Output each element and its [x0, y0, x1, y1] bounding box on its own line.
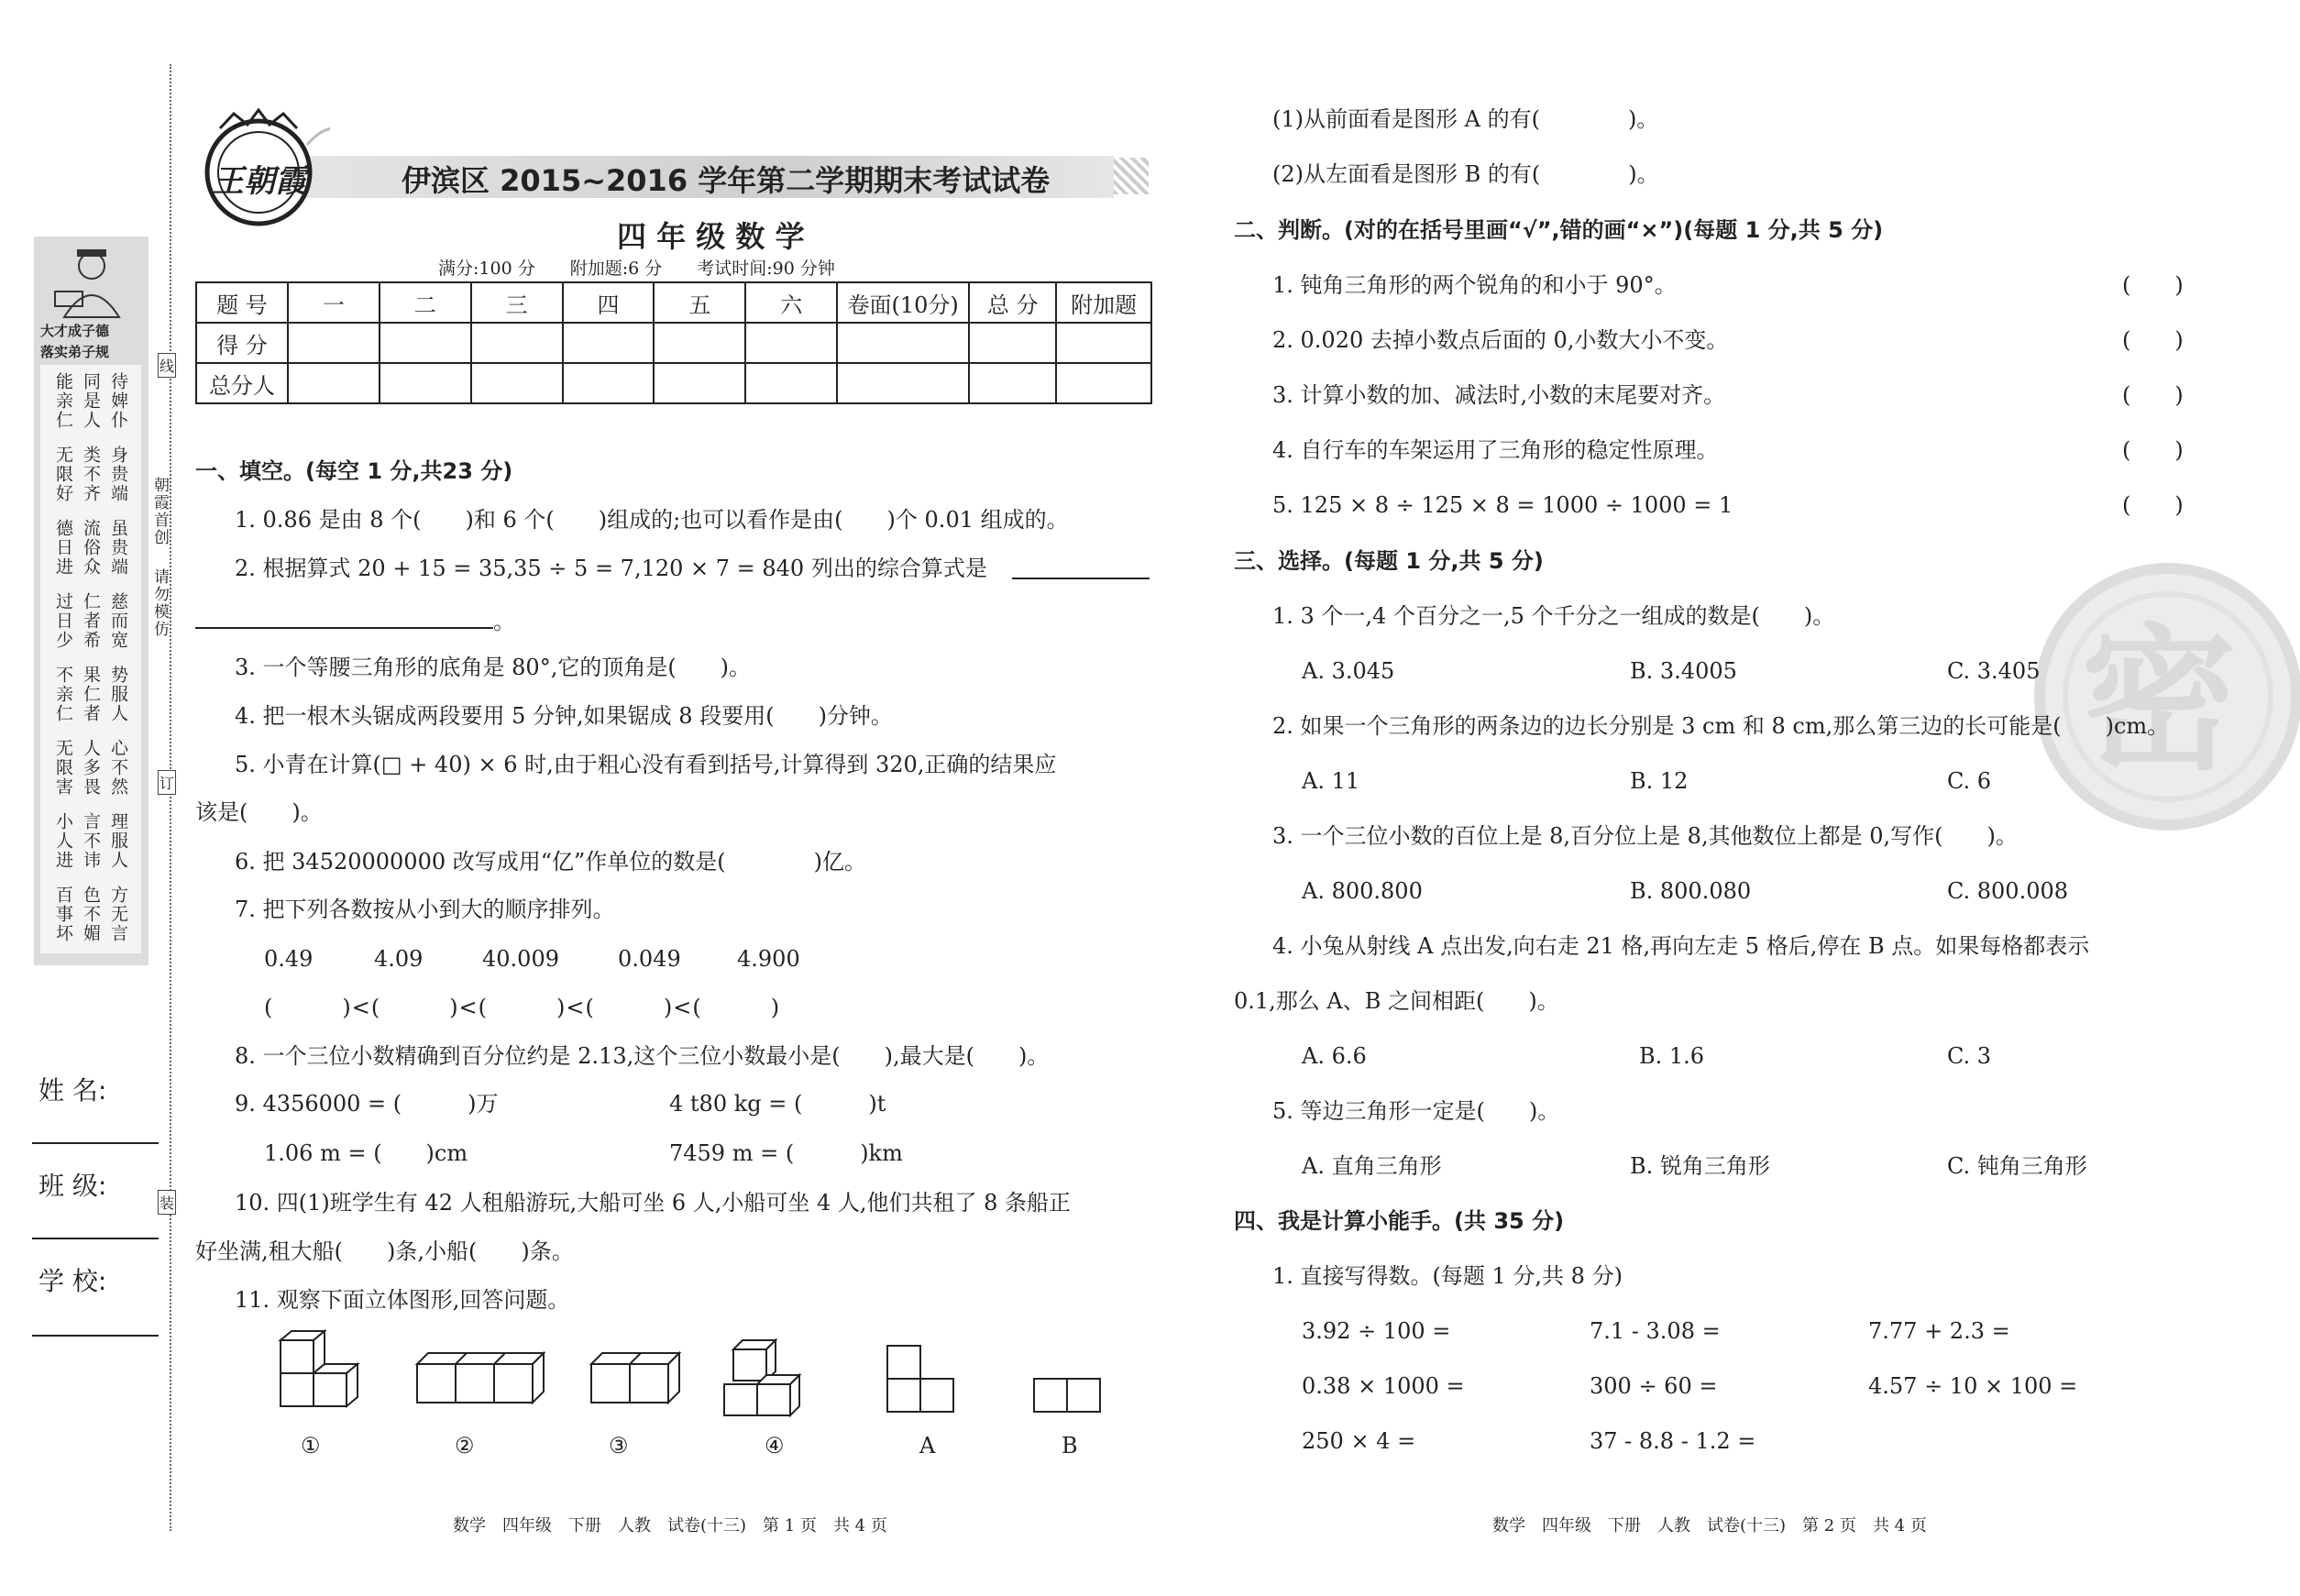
judge-4: 4. 自行车的车架运用了三角形的稳定性原理。: [1272, 437, 1719, 463]
seal-mark-bind: 装: [158, 1190, 176, 1215]
ribbon-checker: [1114, 158, 1149, 194]
score-header-cell: 二: [380, 282, 471, 323]
sidebar-rule-column: 过日少: [53, 592, 73, 650]
score-input-cell[interactable]: [745, 363, 837, 403]
sidebar-rule-column: 不亲仁: [53, 666, 73, 723]
scholar-illustration: [46, 246, 138, 319]
score-input-cell[interactable]: [380, 323, 471, 363]
sidebar-rule-column: 流俗众: [81, 519, 101, 577]
school-field[interactable]: [32, 1335, 159, 1337]
judge-3: 3. 计算小数的加、减法时,小数的末尾要对齐。: [1272, 382, 1726, 408]
sidebar-rule-column: 虽贵端: [108, 519, 128, 577]
section-3-title: 三、选择。(每题 1 分,共 5 分): [1234, 548, 1544, 574]
score-input-cell[interactable]: [380, 363, 471, 403]
score-header-cell: 三: [471, 282, 563, 323]
q9-a: 9. 4356000 = ( )万: [235, 1091, 499, 1117]
choice-4-cont: 0.1,那么 A、B 之间相距( )。: [1234, 988, 1559, 1014]
sidebar-rule-column: 心不然: [108, 739, 128, 797]
footer-left: 数学 四年级 下册 人教 试卷(十三) 第 1 页 共 4 页: [453, 1516, 887, 1535]
choice-1-b[interactable]: B. 3.4005: [1630, 658, 1737, 684]
logo-text: 王朝霞: [213, 163, 306, 200]
r2: (2)从左面看是图形 B 的有( )。: [1272, 161, 1659, 187]
section-4-title: 四、我是计算小能手。(共 35 分): [1234, 1208, 1565, 1234]
q11: 11. 观察下面立体图形,回答问题。: [235, 1287, 570, 1313]
choice-1-a[interactable]: A. 3.045: [1302, 658, 1395, 684]
sidebar-rule-column: 理服人: [108, 812, 128, 870]
seal-mark-line: 线: [158, 353, 176, 378]
slogan-1: 大才成子德: [40, 323, 110, 339]
choice-3-a[interactable]: A. 800.800: [1302, 878, 1423, 904]
q10-cont: 好坐满,租大船( )条,小船( )条。: [195, 1238, 574, 1264]
judge-2: 2. 0.020 去掉小数点后面的 0,小数大小不变。: [1272, 327, 1729, 353]
q9-b: 4 t80 kg = ( )t: [669, 1091, 886, 1117]
score-input-cell[interactable]: [969, 323, 1056, 363]
name-field[interactable]: [32, 1142, 159, 1144]
choice-2-a[interactable]: A. 11: [1302, 768, 1360, 794]
q7-num-4: 0.049: [618, 946, 681, 972]
q7-num-3: 40.009: [482, 946, 559, 972]
score-input-cell[interactable]: [745, 323, 837, 363]
name-label: 姓 名:: [39, 1075, 107, 1106]
figure-label-A: A: [919, 1433, 936, 1458]
judge-bracket-1[interactable]: ( ): [2122, 272, 2184, 298]
class-field[interactable]: [32, 1238, 159, 1239]
exam-title: 伊滨区 2015~2016 学年第二学期期末考试试卷: [402, 163, 1051, 198]
choice-2: 2. 如果一个三角形的两条边的边长分别是 3 cm 和 8 cm,那么第三边的长可能是( )cm。: [1272, 713, 2170, 739]
score-header-cell: 一: [288, 282, 380, 323]
score-input-cell[interactable]: [471, 363, 563, 403]
choice-3: 3. 一个三位小数的百位上是 8,百分位上是 8,其他数位上都是 0,写作( )。: [1272, 823, 2018, 849]
footer-right: 数学 四年级 下册 人教 试卷(十三) 第 2 页 共 4 页: [1492, 1516, 1927, 1535]
score-header-cell: 四: [563, 282, 655, 323]
score-header-cell: 五: [654, 282, 745, 323]
calc-3-2: 37 - 8.8 - 1.2 =: [1590, 1428, 1756, 1454]
figure-label-3: ③: [609, 1433, 629, 1458]
choice-5-a[interactable]: A. 直角三角形: [1302, 1153, 1442, 1179]
exam-subject: 四 年 级 数 学: [617, 219, 805, 254]
choice-4-a[interactable]: A. 6.6: [1302, 1043, 1367, 1069]
score-input-cell[interactable]: [837, 363, 969, 403]
figure-3: [591, 1353, 679, 1403]
q10: 10. 四(1)班学生有 42 人租船游玩,大船可坐 6 人,小船可坐 4 人,他们共租了 8 条船正: [235, 1190, 1072, 1216]
choice-5-c[interactable]: C. 钝角三角形: [1947, 1153, 2087, 1179]
choice-4: 4. 小兔从射线 A 点出发,向右走 21 格,再向左走 5 格后,停在 B 点。如果每格都表示: [1272, 933, 2090, 959]
score-table: [195, 281, 1152, 404]
r1: (1)从前面看是图形 A 的有( )。: [1272, 106, 1659, 132]
sidebar-rule-column: 能亲仁: [53, 372, 73, 430]
sidebar-rule-column: 仁者希: [81, 592, 101, 650]
slogan-2: 落实弟子规: [40, 344, 110, 360]
sidebar-rule-column: 待婢仆: [108, 372, 128, 430]
section-1-title: 一、填空。(每空 1 分,共23 分): [195, 458, 513, 484]
judge-bracket-5[interactable]: ( ): [2122, 492, 2184, 518]
sidebar-rule-column: 势服人: [108, 666, 128, 723]
sidebar-rule-column: 小人进: [53, 812, 73, 870]
q5: 5. 小青在计算(□ + 40) × 6 时,由于粗心没有看到括号,计算得到 320,正确的结果应: [235, 752, 1057, 777]
q2-answer-line-2[interactable]: [195, 627, 493, 629]
score-header-cell: 卷面(10分): [837, 282, 969, 323]
binding-line: [170, 64, 171, 1531]
choice-3-b[interactable]: B. 800.080: [1630, 878, 1752, 904]
calc-2-2: 300 ÷ 60 =: [1590, 1373, 1718, 1399]
calc-1-3: 7.77 + 2.3 =: [1868, 1318, 2010, 1344]
q2-end: 。: [493, 609, 515, 634]
score-row-label: 总分人: [196, 363, 288, 403]
q7-order: ( )<( )<( )<( )<( ): [264, 995, 781, 1020]
figure-4: [724, 1340, 799, 1415]
q7-num-2: 4.09: [374, 946, 424, 972]
figure-label-2: ②: [455, 1433, 475, 1458]
calc-1-1: 3.92 ÷ 100 =: [1302, 1318, 1451, 1344]
class-label: 班 级:: [39, 1171, 107, 1201]
calc-1-2: 7.1 - 3.08 =: [1590, 1318, 1721, 1344]
seal-mark-order: 订: [158, 770, 176, 795]
score-input-cell[interactable]: [288, 323, 380, 363]
figure-1: [281, 1331, 358, 1406]
solid-figures: [266, 1327, 1128, 1433]
judge-1: 1. 钝角三角形的两个锐角的和小于 90°。: [1272, 272, 1677, 298]
q9-c: 1.06 m = ( )cm: [264, 1140, 468, 1166]
score-input-cell[interactable]: [969, 363, 1056, 403]
score-input-cell[interactable]: [654, 363, 745, 403]
score-row-label: 得 分: [196, 323, 288, 363]
judge-bracket-4[interactable]: ( ): [2122, 437, 2184, 463]
score-input-cell[interactable]: [837, 323, 969, 363]
section-2-title: 二、判断。(对的在括号里画“√”,错的画“×”)(每题 1 分,共 5 分): [1234, 217, 1884, 243]
q7: 7. 把下列各数按从小到大的顺序排列。: [235, 897, 615, 922]
q6: 6. 把 34520000000 改写成用“亿”作单位的数是( )亿。: [235, 849, 867, 875]
q7-num-1: 0.49: [264, 946, 314, 972]
choice-4-c[interactable]: C. 3: [1947, 1043, 1992, 1069]
calc-2-3: 4.57 ÷ 10 × 100 =: [1868, 1373, 2078, 1399]
sidebar-rule-column: 身贵端: [108, 446, 128, 503]
score-input-cell[interactable]: [563, 363, 655, 403]
sidebar-rule-column: 色不媚: [81, 886, 101, 943]
score-input-cell[interactable]: [1056, 323, 1151, 363]
sidebar-rule-column: 果仁者: [81, 666, 101, 723]
q5-cont: 该是( )。: [195, 799, 323, 825]
choice-2-b[interactable]: B. 12: [1630, 768, 1689, 794]
school-label: 学 校:: [39, 1266, 107, 1296]
q1: 1. 0.86 是由 8 个( )和 6 个( )组成的;也可以看作是由( )个 0.01 组成的。: [235, 507, 1069, 533]
score-input-cell[interactable]: [471, 323, 563, 363]
q4: 4. 把一根木头锯成两段要用 5 分钟,如果锯成 8 段要用( )分钟。: [235, 703, 893, 729]
figure-label-4: ④: [765, 1433, 785, 1458]
figure-label-B: B: [1062, 1433, 1078, 1458]
exam-info: 满分:100 分 附加题:6 分 考试时间:90 分钟: [438, 259, 835, 279]
q2-answer-line-1[interactable]: [1012, 578, 1150, 579]
sidebar-rule-column: 方无言: [108, 886, 128, 943]
judge-bracket-2[interactable]: ( ): [2122, 327, 2184, 353]
judge-5: 5. 125 × 8 ÷ 125 × 8 = 1000 ÷ 1000 = 1: [1272, 492, 1733, 518]
judge-bracket-3[interactable]: ( ): [2122, 382, 2184, 408]
figure-label-1: ①: [301, 1433, 321, 1458]
q3: 3. 一个等腰三角形的底角是 80°,它的顶角是( )。: [235, 655, 752, 680]
figure-A: [887, 1346, 953, 1412]
score-input-cell[interactable]: [654, 323, 745, 363]
score-header-cell: 总 分: [969, 282, 1056, 323]
sidebar-rule-column: 言不讳: [81, 812, 101, 870]
q2: 2. 根据算式 20 + 15 = 35,35 ÷ 5 = 7,120 × 7 = 840 列出的综合算式是: [235, 556, 987, 581]
choice-2-c[interactable]: C. 6: [1947, 768, 1992, 794]
choice-3-c[interactable]: C. 800.008: [1947, 878, 2069, 904]
score-header-cell: 题 号: [196, 282, 288, 323]
vertical-note-1: 朝霞首创: [150, 477, 169, 546]
calc-title: 1. 直接写得数。(每题 1 分,共 8 分): [1272, 1263, 1623, 1289]
q7-num-5: 4.900: [737, 946, 800, 972]
sidebar-rule-column: 无限害: [53, 739, 73, 797]
figure-B: [1034, 1379, 1100, 1412]
stamp-char: 密: [2081, 611, 2238, 792]
choice-1-c[interactable]: C. 3.405: [1947, 658, 2041, 684]
sidebar-rule-column: 德日进: [53, 519, 73, 577]
sidebar-rule-column: 无限好: [53, 446, 73, 503]
q9-d: 7459 m = ( )km: [669, 1140, 903, 1166]
vertical-note-2: 请勿模仿: [150, 568, 169, 638]
choice-4-b[interactable]: B. 1.6: [1639, 1043, 1705, 1069]
sidebar-rule-column: 同是人: [81, 372, 101, 430]
score-input-cell[interactable]: [1056, 363, 1151, 403]
choice-5: 5. 等边三角形一定是( )。: [1272, 1098, 1560, 1124]
calc-3-1: 250 × 4 =: [1302, 1428, 1416, 1454]
sidebar-rule-column: 人多畏: [81, 739, 101, 797]
score-input-cell[interactable]: [563, 323, 655, 363]
figure-2: [417, 1353, 544, 1403]
sidebar-rule-column: 百事坏: [53, 886, 73, 943]
sidebar-rule-column: 类不齐: [81, 446, 101, 503]
calc-2-1: 0.38 × 1000 =: [1302, 1373, 1465, 1399]
score-input-cell[interactable]: [288, 363, 380, 403]
q8: 8. 一个三位小数精确到百分位约是 2.13,这个三位小数最小是( ),最大是( )。: [235, 1043, 1050, 1069]
choice-1: 1. 3 个一,4 个百分之一,5 个千分之一组成的数是( )。: [1272, 603, 1835, 629]
sidebar-rule-column: 慈而宽: [108, 592, 128, 650]
score-header-cell: 六: [745, 282, 837, 323]
score-header-cell: 附加题: [1056, 282, 1151, 323]
choice-5-b[interactable]: B. 锐角三角形: [1630, 1153, 1770, 1179]
